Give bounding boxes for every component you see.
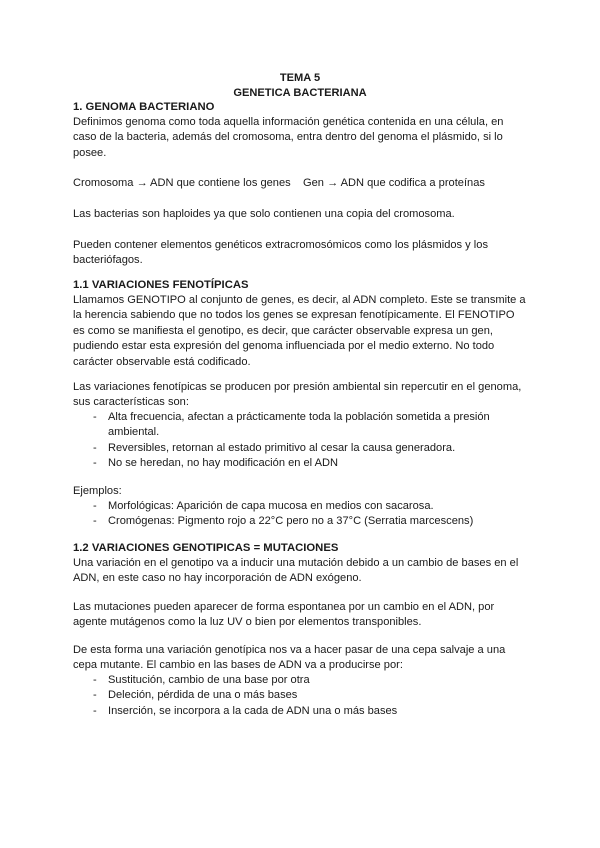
text-line: De esta forma una variación genotípica nos va a hacer pasar de una cepa salvaje a una	[73, 644, 506, 656]
characteristics-list	[73, 410, 533, 472]
text-line: - Cromógenas: Pigmento rojo a 22°C pero no a 37°C (Serratia marcescens)	[108, 515, 474, 528]
section-1-2-paragraph-2	[73, 600, 533, 631]
section-1-paragraph-2: Cromosoma → ADN que contiene los genes Gen → ADN que codifica a proteínas	[73, 177, 485, 189]
text-line: la herencia sabiendo que no todos los genes se expresan fenotípicamente. El FENOTIPO	[73, 309, 515, 322]
text-line: es como se manifiesta el genotipo, es decir, que carácter observable expresa un gen,	[73, 324, 493, 337]
list-item	[73, 514, 533, 529]
doc-title-line1: TEMA 5	[279, 72, 321, 84]
text-line: caso de la bacteria, además del cromosoma, entra dentro del genoma el plásmido, si lo	[73, 131, 503, 144]
list-item	[73, 688, 533, 703]
text-line: posee.	[73, 146, 107, 159]
mutation-types-list	[73, 673, 533, 719]
text-line: cepa mutante. El cambio en las bases de ADN va a producirse por:	[73, 659, 403, 672]
section-1-2-paragraph-1	[73, 556, 533, 587]
list-item	[73, 499, 533, 514]
examples-label: Ejemplos:	[73, 485, 122, 497]
text-line: Pueden contener elementos genéticos extracromosómicos como los plásmidos y los	[73, 239, 488, 251]
text-line: carácter observable está codificado.	[73, 355, 251, 368]
section-1-paragraph-4	[73, 238, 533, 269]
text-line: - Sustitución, cambio de una base por otra	[108, 674, 310, 686]
text-line: - Reversibles, retornan al estado primitivo al cesar la causa generadora.	[108, 441, 456, 454]
text-line: Las variaciones fenotípicas se producen por presión ambiental sin repercutir en el genoma,	[73, 381, 522, 393]
section-1-paragraph-1	[73, 115, 533, 161]
text-line: agente mutágenos como la luz UV o bien por elementos transponibles.	[73, 616, 422, 629]
text-line: ADN, en este caso no hay incorporación de ADN exógeno.	[73, 572, 362, 585]
section-1-paragraph-3: Las bacterias son haploides ya que solo contienen una copia del cromosoma.	[73, 208, 455, 220]
list-item	[73, 704, 533, 719]
list-item	[73, 673, 533, 688]
text-line: - No se heredan, no hay modificación en el ADN	[108, 457, 339, 470]
text-line: Una variación en el genotipo va a inducir una mutación debido a un cambio de bases en el	[73, 557, 519, 569]
text-line: Las mutaciones pueden aparecer de forma espontanea por un cambio en el ADN, por	[73, 601, 495, 613]
list-item	[73, 441, 533, 456]
section-1-1-heading: 1.1 VARIACIONES FENOTÍPICAS	[73, 279, 249, 291]
text-line: bacteriófagos.	[73, 254, 143, 267]
text-line: ambiental.	[108, 426, 160, 439]
text-line: Definimos genoma como toda aquella información genética contenida en una célula, en	[73, 116, 504, 128]
text-line: pudiendo estar esta expresión del genoma influenciada por el medio externo. No todo	[73, 340, 495, 353]
section-1-2-heading: 1.2 VARIACIONES GENOTIPICAS = MUTACIONES	[73, 542, 339, 554]
text-line: - Deleción, pérdida de una o más bases	[108, 689, 298, 702]
doc-title-line2: GENETICA BACTERIANA	[233, 87, 367, 99]
list-item	[73, 456, 533, 471]
section-1-1-paragraph-1	[73, 293, 533, 370]
section-1-heading: 1. GENOMA BACTERIANO	[73, 101, 215, 113]
text-line: - Morfológicas: Aparición de capa mucosa en medios con sacarosa.	[108, 500, 434, 512]
text-line: sus características son:	[73, 396, 189, 409]
section-1-1-paragraph-2	[73, 380, 533, 411]
text-line: - Inserción, se incorpora a la cada de ADN una o más bases	[108, 704, 398, 717]
list-item	[73, 410, 533, 441]
text-line: Llamamos GENOTIPO al conjunto de genes, es decir, al ADN completo. Este se transmite a	[73, 294, 526, 306]
text-line: - Alta frecuencia, afectan a prácticamente toda la población sometida a presión	[108, 411, 490, 423]
examples-list	[73, 499, 533, 530]
section-1-2-paragraph-3	[73, 643, 533, 674]
